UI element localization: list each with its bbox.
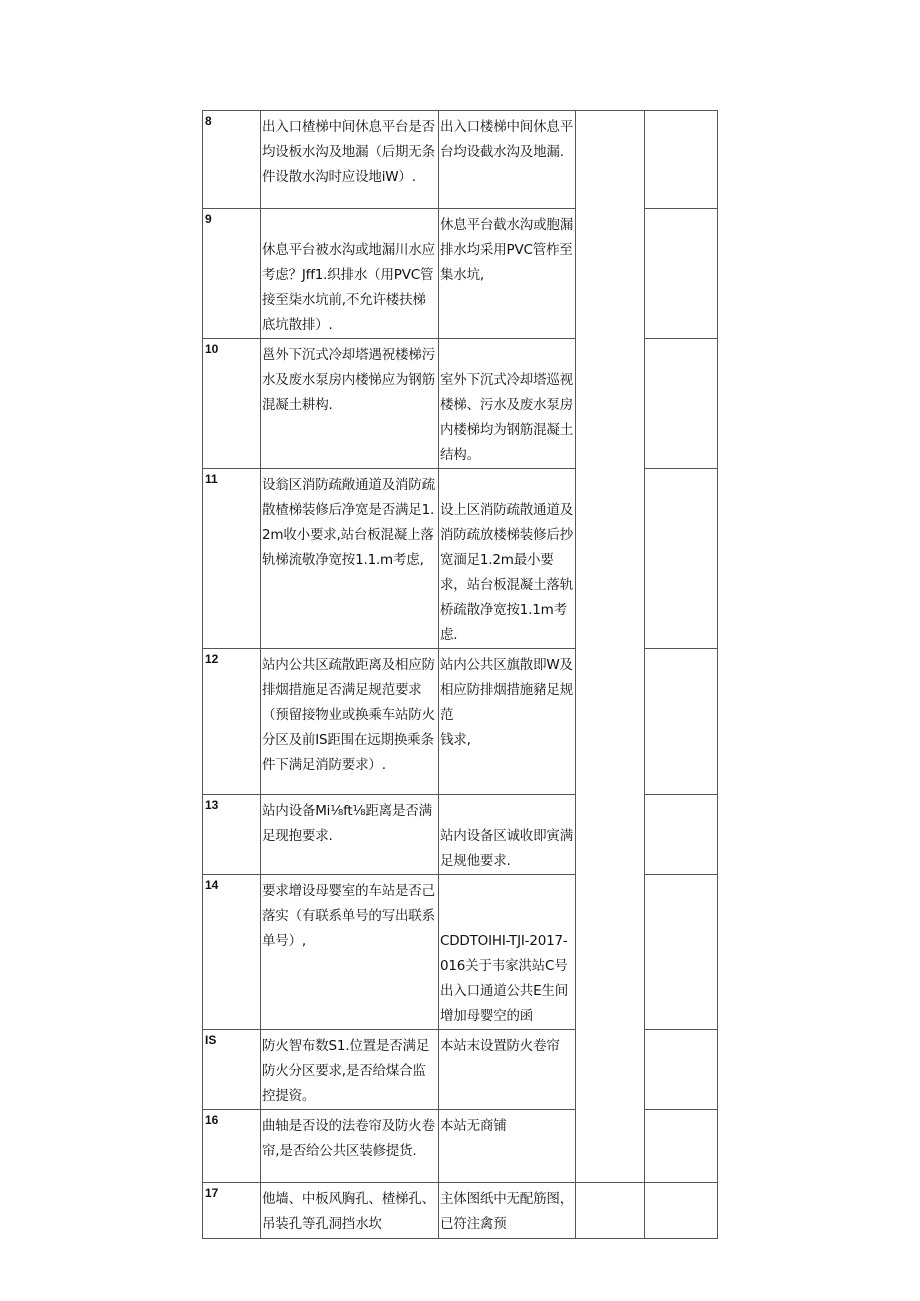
row-number: 9 [203, 209, 261, 339]
empty-cell [576, 1183, 645, 1239]
empty-cell [645, 111, 718, 209]
check-result: 室外下沉式冷却塔巡视楼梯、污水及废水泵房内楼梯均为钢筋混凝土结构。 [439, 339, 576, 469]
check-result: 主体图纸中无配筋图，已符注禽预 [439, 1183, 576, 1239]
check-item: 曲轴是否设的法卷帘及防火卷帘,是否给公共区装修提货. [261, 1110, 439, 1183]
row-number: 13 [203, 795, 261, 875]
review-checklist-table [202, 110, 718, 1239]
check-item: 设翁区消防疏敞通道及消防疏散楂梯装修后净宽是否满足1.2m收小要求,站台板混凝上落轨梯流敬净宽按1.1.m考虑, [261, 469, 439, 649]
row-number: 10 [203, 339, 261, 469]
empty-cell [645, 649, 718, 795]
check-item: 站内公共区疏散距离及相应防排烟措施足否满足规范要求（预留接物业或换乘车站防火分区及前IS距围在远期换乘条件下满足消防要求）. [261, 649, 439, 795]
check-item: 要求增设母婴室的车站是否己落实（有联系单号的写出联系单号）, [261, 875, 439, 1030]
check-item: 邕外下沉式冷却塔遇祝楼梯污水及废水泵房内楼悌应为钢筋混凝土耕构. [261, 339, 439, 469]
row-number: 8 [203, 111, 261, 209]
empty-cell [645, 795, 718, 875]
check-result: 本站末设置防火卷帘 [439, 1030, 576, 1110]
row-number: 16 [203, 1110, 261, 1183]
check-result: 本站无商铺 [439, 1110, 576, 1183]
row-number: 14 [203, 875, 261, 1030]
check-item: 他墙、中板风胸孔、楂梯孔、吊装孔等孔洞挡水坎 [261, 1183, 439, 1239]
empty-cell [645, 1030, 718, 1110]
check-result: 设上区消防疏散通道及消防疏放楼梯装修后抄宽湎足1.2m最小要求，站台板混凝土落轨桥疏散净宽按1.1m考虑. [439, 469, 576, 649]
table-row [203, 111, 718, 209]
check-item: 站内设备Mi⅛ft⅛距离是否满足现抱要求. [261, 795, 439, 875]
empty-cell [645, 469, 718, 649]
empty-cell [645, 875, 718, 1030]
check-result: 站内公共区旗散即W及相应防排烟措施豬足规范 钱求, [439, 649, 576, 795]
empty-cell [645, 339, 718, 469]
check-result: 出入口楼梯中间休息平台均设截水沟及地漏. [439, 111, 576, 209]
check-item: 防火智布数S1.位置是否满足防火分区要求,是否给煤合监控提资。 [261, 1030, 439, 1110]
empty-cell [576, 111, 645, 1183]
row-number: 12 [203, 649, 261, 795]
empty-cell [645, 1183, 718, 1239]
row-number: 17 [203, 1183, 261, 1239]
table-row [203, 1183, 718, 1239]
check-result: 站内设备区诚收即寅满足规他要求. [439, 795, 576, 875]
empty-cell [645, 1110, 718, 1183]
row-number: IS [203, 1030, 261, 1110]
check-result: 休息平台截水沟或胞漏排水均采用PVC管柞至集水坑, [439, 209, 576, 339]
check-item: 出入口楂梯中间休息平台是否均设板水沟及地漏（后期无条件设散水沟时应设地iW）. [261, 111, 439, 209]
check-result: CDDTOIHI-TJI-2017-016关于韦家洪站C号出入口通道公共E生间增加母婴空的函 [439, 875, 576, 1030]
row-number: 11 [203, 469, 261, 649]
check-item: 休息平台被水沟或地漏川水应考虑？Jff1.织排水（用PVC管接至柒水坑前,不允许楼扶梯底坑散排）. [261, 209, 439, 339]
empty-cell [645, 209, 718, 339]
